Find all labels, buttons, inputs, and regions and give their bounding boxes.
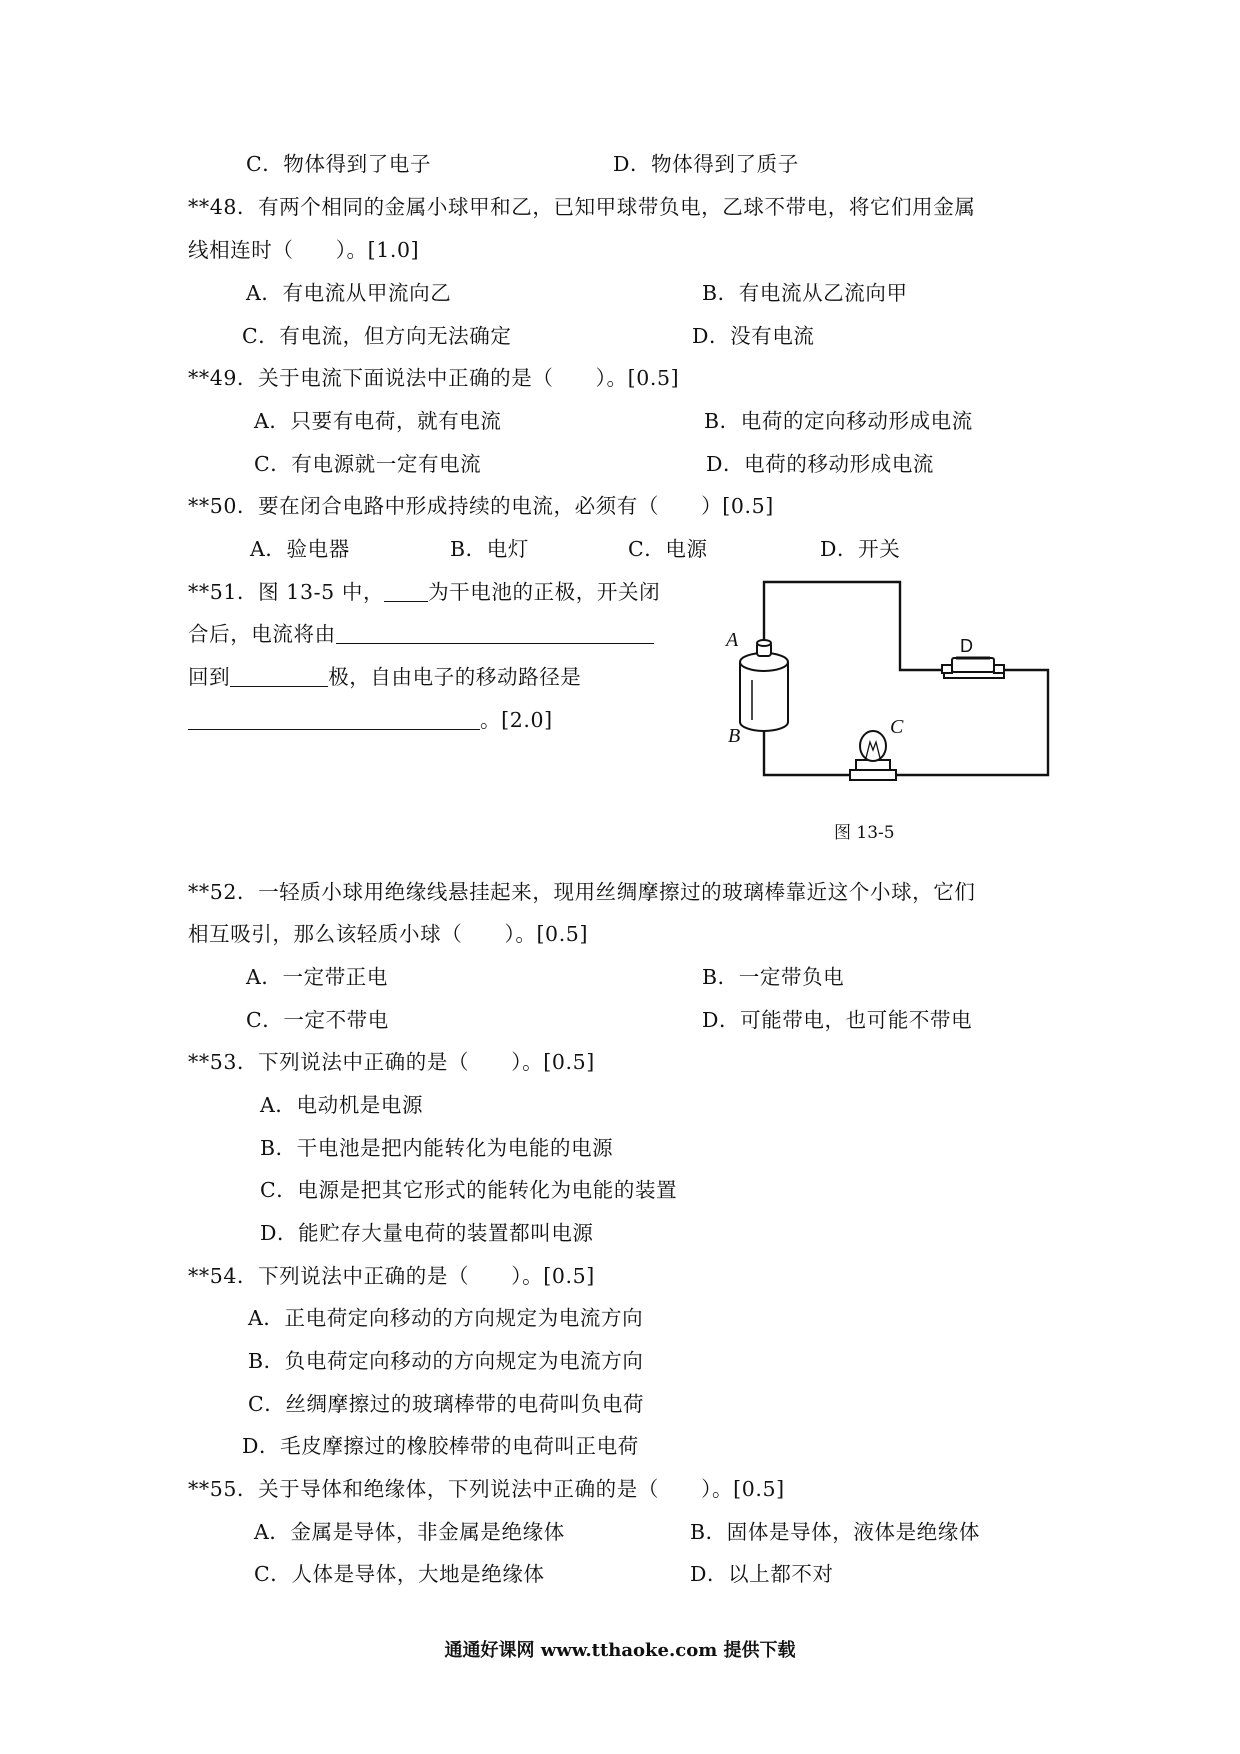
q51-stem-line3 (188, 663, 581, 691)
figure-caption: 图 13-5 (834, 823, 895, 843)
q53-stem: **53．下列说法中正确的是（ ）。[0.5] (188, 1050, 595, 1074)
q55-option-c: C．人体是导体，大地是绝缘体 (254, 1562, 545, 1586)
q52-option-c: C．一定不带电 (246, 1008, 389, 1032)
q53-option-a: A．电动机是电源 (260, 1093, 424, 1117)
q52-option-b: B．一定带负电 (702, 965, 845, 989)
q51-text-1b: 为干电池的正极，开关闭 (428, 580, 661, 604)
q51-blank-3 (230, 666, 328, 687)
q52-stem-line2: 相互吸引，那么该轻质小球（ ）。[0.5] (188, 922, 589, 946)
q51-blank-4 (188, 709, 480, 730)
q53-option-b: B．干电池是把内能转化为电能的电源 (260, 1136, 614, 1160)
q51-text-3a: 回到 (188, 665, 231, 689)
wire-top (764, 582, 944, 670)
q50-option-a: A．验电器 (250, 537, 350, 561)
q48-option-a: A．有电流从甲流向乙 (246, 281, 452, 305)
bulb (850, 731, 896, 780)
q54-option-a: A．正电荷定向移动的方向规定为电流方向 (248, 1306, 644, 1330)
q55-option-b: B．固体是导体，液体是绝缘体 (690, 1520, 980, 1544)
battery (740, 640, 788, 731)
q51-stem-line2 (188, 620, 654, 648)
q53-option-c: C．电源是把其它形式的能转化为电能的装置 (260, 1178, 678, 1202)
label-a: A (726, 629, 739, 651)
q50-option-c: C．电源 (628, 537, 708, 561)
q48-stem-line2: 线相连时（ ）。[1.0] (188, 238, 420, 262)
q51-stem-line1 (188, 578, 660, 606)
q55-option-a: A．金属是导体，非金属是绝缘体 (254, 1520, 565, 1544)
q51-stem-line4 (188, 706, 553, 734)
q49-option-d: D．电荷的移动形成电流 (706, 452, 935, 476)
q48-option-d: D．没有电流 (692, 324, 815, 348)
q51-text-3b: 极，自由电子的移动路径是 (328, 665, 582, 689)
q51-text-2a: 合后，电流将由 (188, 622, 336, 646)
q55-stem: **55．关于导体和绝缘体，下列说法中正确的是（ ）。[0.5] (188, 1477, 785, 1501)
label-d: D (960, 636, 973, 656)
q49-option-b: B．电荷的定向移动形成电流 (704, 409, 973, 433)
circuit-diagram (712, 570, 1072, 790)
q52-stem-line1: **52．一轻质小球用绝缘线悬挂起来，现用丝绸摩擦过的玻璃棒靠近这个小球，它们 (188, 880, 976, 904)
q47-option-d: D．物体得到了质子 (613, 152, 799, 176)
page-footer: 通通好课网 www.tthaoke.com 提供下载 (444, 1640, 796, 1661)
label-c: C (890, 716, 904, 738)
wire-bottom (764, 730, 854, 775)
q48-option-b: B．有电流从乙流向甲 (702, 281, 908, 305)
q51-text-4b: 。[2.0] (480, 708, 553, 732)
q55-option-d: D．以上都不对 (690, 1562, 834, 1586)
q51-blank-1 (384, 581, 428, 602)
q54-option-b: B．负电荷定向移动的方向规定为电流方向 (248, 1349, 644, 1373)
q54-option-d: D．毛皮摩擦过的橡胶棒带的电荷叫正电荷 (242, 1434, 639, 1458)
q49-option-a: A．只要有电荷，就有电流 (254, 409, 502, 433)
q49-stem: **49．关于电流下面说法中正确的是（ ）。[0.5] (188, 366, 680, 390)
q51-blank-2 (336, 623, 654, 644)
q52-option-a: A．一定带正电 (246, 965, 389, 989)
q49-option-c: C．有电源就一定有电流 (254, 452, 482, 476)
q52-option-d: D．可能带电，也可能不带电 (702, 1008, 973, 1032)
q53-option-d: D．能贮存大量电荷的装置都叫电源 (260, 1221, 594, 1245)
q50-option-d: D．开关 (820, 537, 901, 561)
q54-option-c: C．丝绸摩擦过的玻璃棒带的电荷叫负电荷 (248, 1392, 645, 1416)
switch (942, 658, 1004, 678)
q48-option-c: C．有电流，但方向无法确定 (242, 324, 512, 348)
q47-option-c: C．物体得到了电子 (246, 152, 432, 176)
label-b: B (728, 725, 741, 747)
q51-text-1a: **51．图 13-5 中， (188, 580, 385, 604)
q50-option-b: B．电灯 (450, 537, 529, 561)
q48-stem-line1: **48．有两个相同的金属小球甲和乙，已知甲球带负电，乙球不带电，将它们用金属 (188, 195, 976, 219)
q54-stem: **54．下列说法中正确的是（ ）。[0.5] (188, 1264, 595, 1288)
q50-stem: **50．要在闭合电路中形成持续的电流，必须有（ ）[0.5] (188, 494, 774, 518)
